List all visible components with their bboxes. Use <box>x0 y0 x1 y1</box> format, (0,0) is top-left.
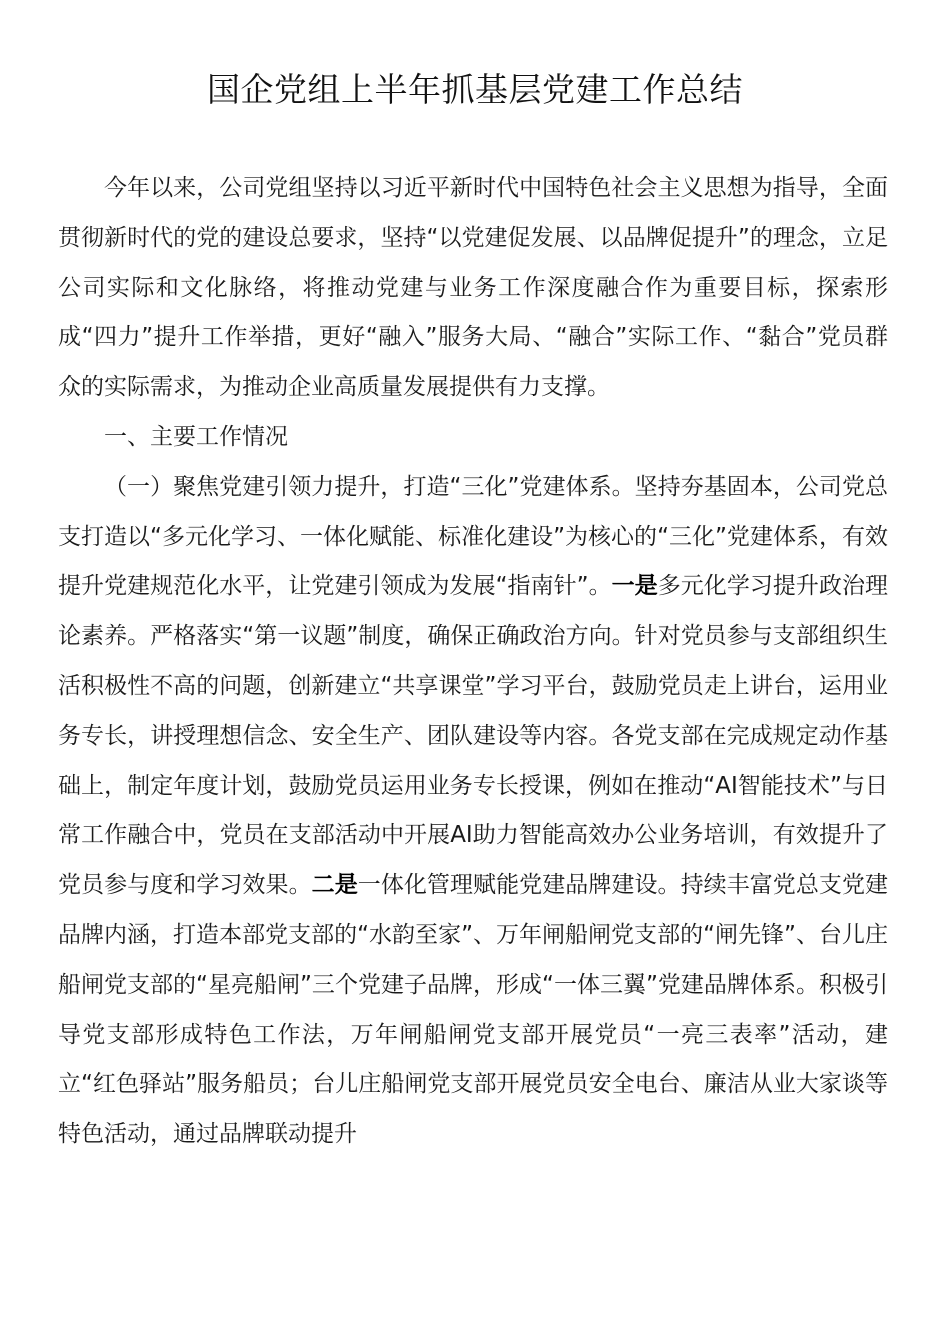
paragraph-text: （一）聚焦党建引领力提升，打造“三化”党建体系。坚持夯基固本，公司党总支打造以“多元化学习、一体化赋能、标准化建设”为核心的“三化”党建体系，有效提升党建规范化水平，让党建引领成为发展“指南针”。 <box>58 473 888 600</box>
intro-paragraph: 今年以来，公司党组坚持以习近平新时代中国特色社会主义思想为指导，全面贯彻新时代的党的建设总要求，坚持“以党建促发展、以品牌促提升”的理念，立足公司实际和文化脉络，将推动党建与业务工作深度融合作为重要目标，探索形成“四力”提升工作举措，更好“融入”服务大局、“融合”实际工作、“黏合”党员群众的实际需求，为推动企业高质量发展提供有力支撑。 <box>58 175 888 401</box>
document-body <box>58 164 888 1160</box>
subsection-paragraph <box>58 463 888 1160</box>
paragraph-text: 一体化管理赋能党建品牌建设。持续丰富党总支党建品牌内涵，打造本部党支部的“水韵至家”、万年闸船闸党支部的“闸先锋”、台儿庄船闸党支部的“星亮船闸”三个党建子品牌，形成“一体三翼”党建品牌体系。积极引导党支部形成特色工作法，万年闸船闸党支部开展党员“一亮三表率”活动，建立“红色驿站”服务船员；台儿庄船闸党支部开展党员安全电台、廉洁从业大家谈等特色活动，通过品牌联动提升 <box>58 872 889 1148</box>
paragraph-text: 多元化学习提升政治理论素养。严格落实“第一议题”制度，确保正确政治方向。针对党员参与支部组织生活积极性不高的问题，创新建立“共享课堂”学习平台，鼓励党员走上讲台，运用业务专长，讲授理想信念、安全生产、团队建设等内容。各党支部在完成规定动作基础上，制定年度计划，鼓励党员运用业务专长授课，例如在推动“AI智能技术”与日常工作融合中，党员在支部活动中开展AI助力智能高效办公业务培训，有效提升了党员参与度和学习效果。 <box>58 573 889 899</box>
emphasis-text: 一是 <box>611 573 658 600</box>
document-title: 国企党组上半年抓基层党建工作总结 <box>207 70 743 109</box>
emphasis-text: 二是 <box>311 872 358 899</box>
section-heading: 一、主要工作情况 <box>104 423 288 450</box>
